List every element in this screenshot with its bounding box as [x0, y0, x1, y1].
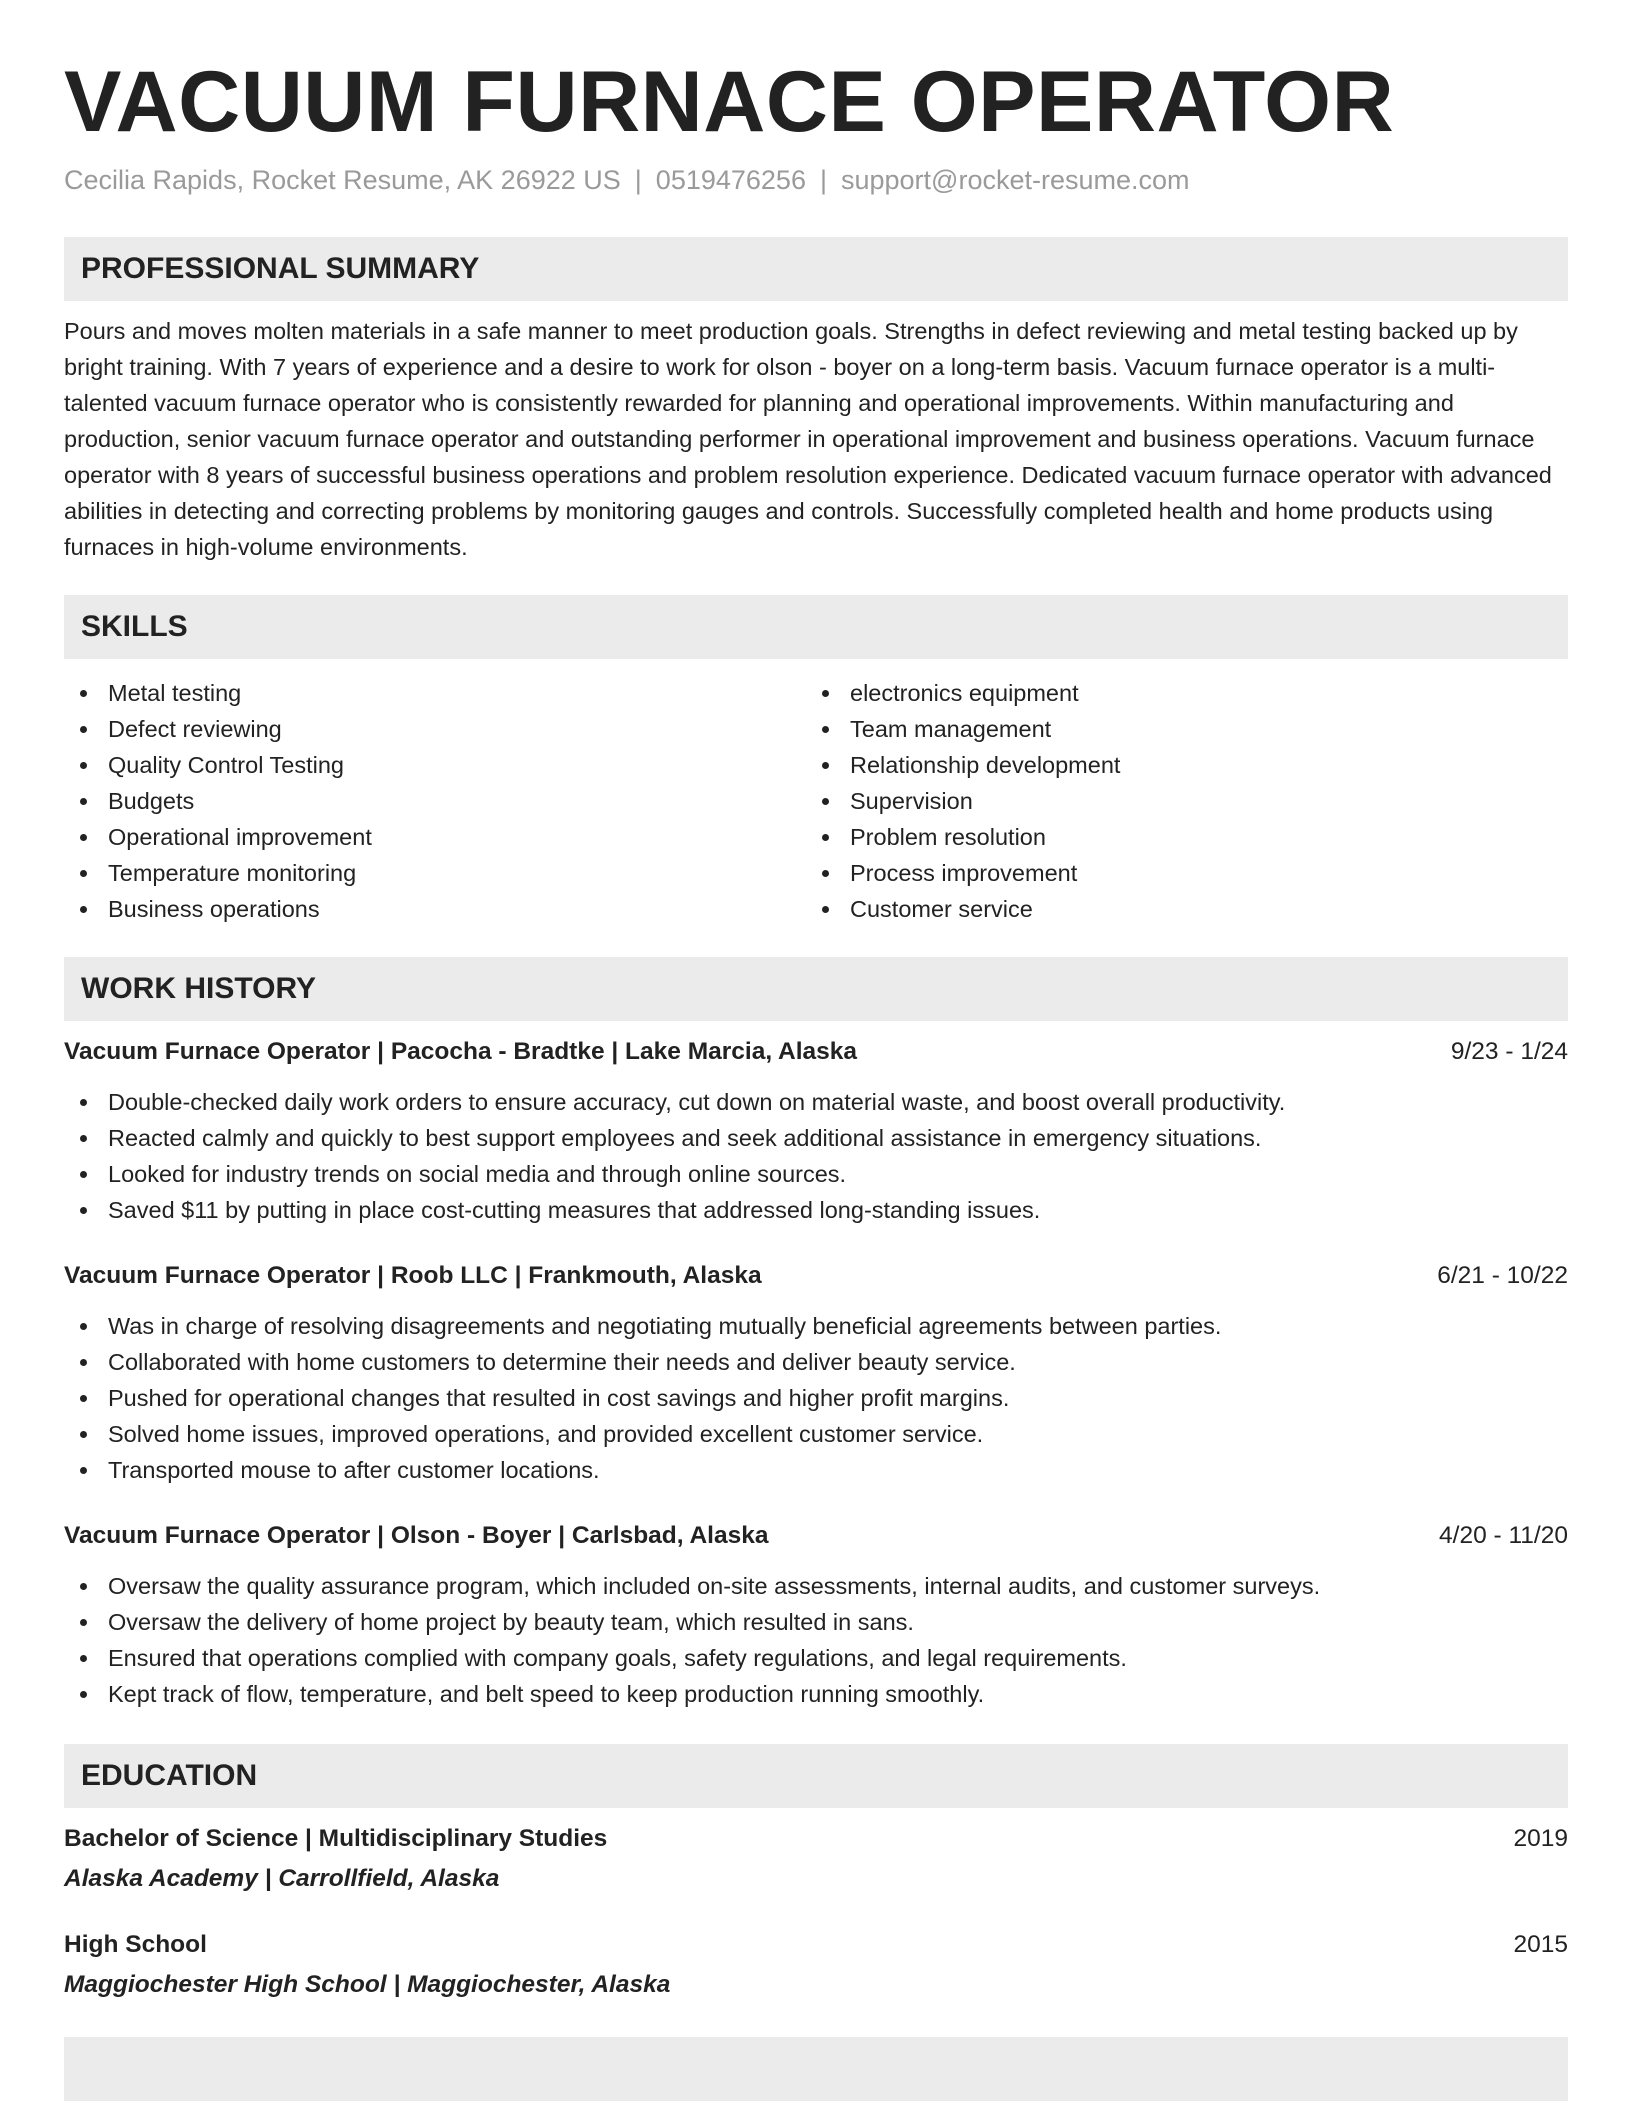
- skills-section: [64, 595, 1568, 927]
- skill-item: Process improvement: [806, 855, 1548, 891]
- contact-address: Cecilia Rapids, Rocket Resume, AK 26922 US: [64, 165, 621, 195]
- job-header: [64, 1034, 1568, 1070]
- education-entry: [64, 1927, 1568, 2003]
- job-dates: 9/23 - 1/24: [1450, 1038, 1568, 1065]
- job-bullet: Oversaw the quality assurance program, which included on-site assessments, internal audits, and customer surveys.: [64, 1568, 1568, 1604]
- job-dates: 6/21 - 10/22: [1437, 1262, 1568, 1289]
- education-degree: Bachelor of Science | Multidisciplinary Studies: [64, 1825, 608, 1852]
- skill-item: Metal testing: [64, 675, 806, 711]
- education-header: [64, 1927, 1568, 1963]
- job-title: Vacuum Furnace Operator | Pacocha - Bradtke | Lake Marcia, Alaska: [64, 1038, 858, 1065]
- job-bullets: [64, 1308, 1568, 1488]
- job-title: Vacuum Furnace Operator | Roob LLC | Frankmouth, Alaska: [64, 1262, 762, 1289]
- skill-item: Supervision: [806, 783, 1548, 819]
- job-bullet: Looked for industry trends on social media and through online sources.: [64, 1156, 1568, 1192]
- job-bullet: Solved home issues, improved operations, and provided excellent customer service.: [64, 1416, 1568, 1452]
- job-bullet: Ensured that operations complied with company goals, safety regulations, and legal requirements.: [64, 1640, 1568, 1676]
- skills-heading: SKILLS: [64, 595, 1568, 659]
- skills-grid: [64, 675, 1568, 927]
- job-entry: [64, 1258, 1568, 1488]
- job-bullet: Double-checked daily work orders to ensure accuracy, cut down on material waste, and boost overall productivity.: [64, 1084, 1568, 1120]
- job-header: [64, 1258, 1568, 1294]
- education-heading: EDUCATION: [64, 1744, 1568, 1808]
- skill-item: Team management: [806, 711, 1548, 747]
- job-entry: [64, 1034, 1568, 1228]
- skill-item: electronics equipment: [806, 675, 1548, 711]
- job-bullet: Was in charge of resolving disagreements and negotiating mutually beneficial agreements between parties.: [64, 1308, 1568, 1344]
- education-degree: High School: [64, 1931, 207, 1958]
- skill-item: Business operations: [64, 891, 806, 927]
- skill-item: Defect reviewing: [64, 711, 806, 747]
- contact-separator: |: [819, 165, 827, 195]
- contact-email[interactable]: support@rocket-resume.com: [840, 165, 1190, 195]
- summary-text: Pours and moves molten materials in a safe manner to meet production goals. Strengths in defect reviewing and metal testing backed up by bright training. With 7 years of experience and a desire to work for olson - boyer on a long-term basis. Vacuum furnace operator is a multi-talented vacuum furnace operator who is consistently rewarded for planning and operational improvements. Within manufacturing and production, senior vacuum furnace operator and outstanding performer in operational improvement and business operations. Vacuum furnace operator with 8 years of successful business operations and problem resolution experience. Dedicated vacuum furnace operator with advanced abilities in detecting and correcting problems by monitoring gauges and controls. Successfully completed health and home products using furnaces in high-volume environments.: [64, 318, 1552, 560]
- contact-line: [64, 162, 1568, 198]
- education-year: 2019: [1513, 1825, 1568, 1852]
- skill-item: Operational improvement: [64, 819, 806, 855]
- skills-column-left: [64, 675, 806, 927]
- job-title: Vacuum Furnace Operator | Olson - Boyer | Carlsbad, Alaska: [64, 1522, 769, 1549]
- skill-item: Relationship development: [806, 747, 1548, 783]
- skills-column-right: [806, 675, 1548, 927]
- education-section: [64, 1744, 1568, 2003]
- job-bullet: Transported mouse to after customer locations.: [64, 1452, 1568, 1488]
- job-bullet: Kept track of flow, temperature, and belt speed to keep production running smoothly.: [64, 1676, 1568, 1712]
- skill-item: Customer service: [806, 891, 1548, 927]
- education-school: Maggiochester High School | Maggiochester, Alaska: [64, 1971, 671, 1998]
- education-header: [64, 1821, 1568, 1857]
- job-bullet: Saved $11 by putting in place cost-cutting measures that addressed long-standing issues.: [64, 1192, 1568, 1228]
- skill-item: Quality Control Testing: [64, 747, 806, 783]
- skill-item: Budgets: [64, 783, 806, 819]
- job-bullets: [64, 1568, 1568, 1712]
- contact-phone: 0519476256: [655, 165, 806, 195]
- job-dates: 4/20 - 11/20: [1439, 1522, 1568, 1549]
- job-bullet: Reacted calmly and quickly to best support employees and seek additional assistance in emergency situations.: [64, 1120, 1568, 1156]
- resume-page: [64, 0, 1568, 2101]
- education-school: Alaska Academy | Carrollfield, Alaska: [64, 1865, 500, 1892]
- work-history-section: [64, 957, 1568, 1712]
- job-bullets: [64, 1084, 1568, 1228]
- job-entry: [64, 1518, 1568, 1712]
- job-bullet: Oversaw the delivery of home project by beauty team, which resulted in sans.: [64, 1604, 1568, 1640]
- job-bullet: Collaborated with home customers to determine their needs and deliver beauty service.: [64, 1344, 1568, 1380]
- summary-section: [64, 237, 1568, 565]
- summary-heading: PROFESSIONAL SUMMARY: [64, 237, 1568, 301]
- job-header: [64, 1518, 1568, 1554]
- education-entry: [64, 1821, 1568, 1897]
- next-section-band: [64, 2037, 1568, 2101]
- skill-item: Temperature monitoring: [64, 855, 806, 891]
- work-history-heading: WORK HISTORY: [64, 957, 1568, 1021]
- job-bullet: Pushed for operational changes that resulted in cost savings and higher profit margins.: [64, 1380, 1568, 1416]
- resume-name: VACUUM FURNACE OPERATOR: [64, 54, 1395, 150]
- education-year: 2015: [1513, 1931, 1568, 1958]
- contact-separator: |: [634, 165, 642, 195]
- skill-item: Problem resolution: [806, 819, 1548, 855]
